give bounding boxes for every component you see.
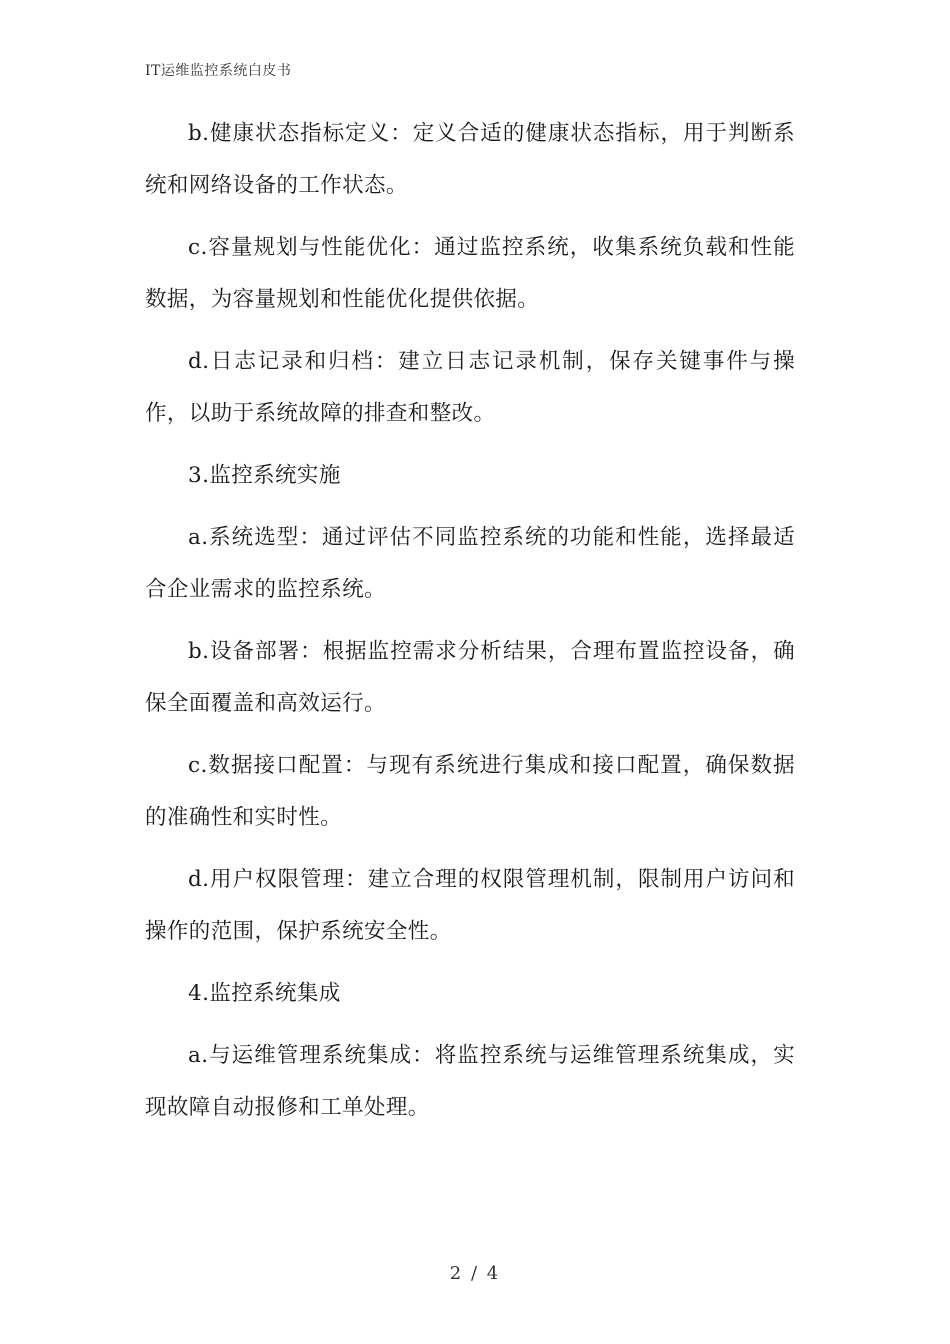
- page-number: 2 / 4: [449, 1263, 501, 1284]
- paragraph-ops-integration: a.与运维管理系统集成：将监控系统与运维管理系统集成，实现故障自动报修和工单处理。: [145, 1043, 795, 1120]
- paragraph-log-archiving: d.日志记录和归档：建立日志记录机制，保存关键事件与操作，以助于系统故障的排查和整改。: [145, 349, 795, 426]
- paragraph-capacity-planning: c.容量规划与性能优化：通过监控系统，收集系统负载和性能数据，为容量规划和性能优化提供依据。: [145, 235, 795, 312]
- paragraph-device-deployment: b.设备部署：根据监控需求分析结果，合理布置监控设备，确保全面覆盖和高效运行。: [145, 639, 795, 716]
- paragraph-health-indicators: b.健康状态指标定义：定义合适的健康状态指标，用于判断系统和网络设备的工作状态。: [145, 121, 795, 198]
- page-body: [145, 108, 795, 1144]
- section-heading-implementation: 3.监控系统实施: [188, 463, 341, 488]
- paragraph-system-selection: a.系统选型：通过评估不同监控系统的功能和性能，选择最适合企业需求的监控系统。: [145, 525, 795, 602]
- paragraph-data-interface: c.数据接口配置：与现有系统进行集成和接口配置，确保数据的准确性和实时性。: [145, 753, 795, 830]
- paragraph-user-permissions: d.用户权限管理：建立合理的权限管理机制，限制用户访问和操作的范围，保护系统安全性。: [145, 867, 795, 944]
- section-heading-integration: 4.监控系统集成: [188, 981, 341, 1006]
- running-header: IT运维监控系统白皮书: [145, 63, 292, 79]
